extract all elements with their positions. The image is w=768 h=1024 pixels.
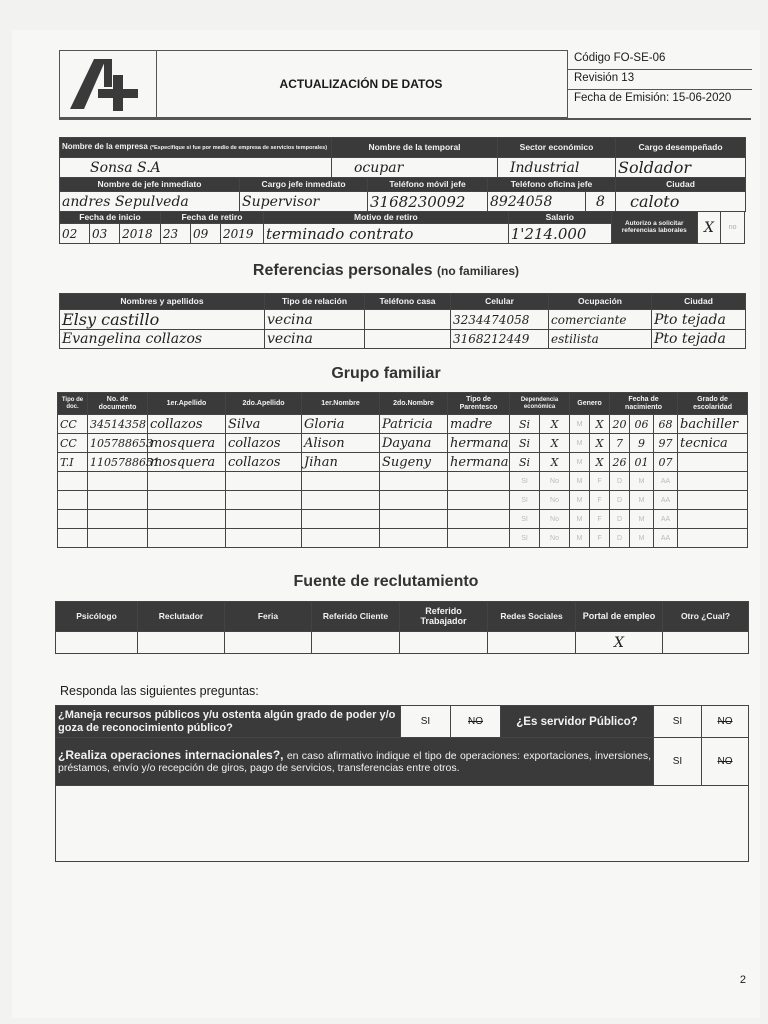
family-cell-doc[interactable]: 105788653 [88,434,148,453]
family-cell-n2[interactable] [380,472,448,491]
family-cell-d[interactable]: 26 [610,453,630,472]
form-page [12,30,760,1018]
salario-field[interactable]: 1'214.000 [508,224,611,244]
references-title: Referencias personales (no familiares) [252,262,520,279]
family-cell-d[interactable]: D [610,472,630,491]
ref-relation[interactable]: vecina [265,330,365,349]
fam-header-dependency: Dependencia económica [510,393,570,415]
question-servidor-publico: ¿Es servidor Público? [501,706,654,738]
family-cell-n2[interactable]: Sugeny [380,453,448,472]
family-cell-esc[interactable] [678,529,748,548]
rec-ref-cliente-cell[interactable] [312,632,400,654]
empresa-field[interactable]: Sonsa S.A [60,158,332,178]
family-cell-n1[interactable]: Jihan [302,453,380,472]
family-cell-mm[interactable]: 9 [630,434,654,453]
family-cell-esc[interactable] [678,453,748,472]
q2-no-option[interactable]: NO [702,706,749,738]
form-metadata [567,50,752,116]
table-row [58,510,748,529]
q2-si-option[interactable]: SI [654,706,702,738]
family-cell-m[interactable]: M [570,415,590,434]
references-table [59,293,746,349]
table-row [58,453,748,472]
family-cell-si[interactable]: SI [510,529,540,548]
rec-header-portal: Portal de empleo [576,602,663,632]
family-cell-esc[interactable]: tecnica [678,434,748,453]
questions-intro: Responda las siguientes preguntas: [60,684,259,698]
header-oficina: Teléfono oficina jefe [488,178,616,192]
logo-a-plus-icon [60,51,156,117]
rec-header-psicologo: Psicólogo [56,602,138,632]
motivo-field[interactable]: terminado contrato [263,224,508,244]
ref-phone[interactable] [365,310,451,330]
family-cell-mm[interactable]: M [630,472,654,491]
family-cell-n1[interactable]: Gloria [302,415,380,434]
family-cell-doc[interactable] [88,491,148,510]
ref-name[interactable]: Elsy castillo [60,310,265,330]
family-cell-d[interactable]: 7 [610,434,630,453]
family-cell-si[interactable]: Si [510,453,540,472]
ref-cell[interactable]: 3168212449 [451,330,549,349]
family-cell-f[interactable]: F [590,529,610,548]
family-cell-ap2[interactable] [226,510,302,529]
family-cell-aa[interactable]: AA [654,529,678,548]
family-cell-aa[interactable]: AA [654,510,678,529]
question-recursos-publicos: ¿Maneja recursos públicos y/u ostenta algún grado de poder y/o goza de reconocimiento público? [56,706,401,738]
family-cell-si[interactable]: Si [510,415,540,434]
family-cell-ap1[interactable] [148,472,226,491]
family-cell-n1[interactable] [302,491,380,510]
ref-name[interactable]: Evangelina collazos [60,330,265,349]
family-cell-tipo[interactable]: CC [58,415,88,434]
cargo-jefe-field[interactable]: Supervisor [240,192,368,212]
family-cell-esc[interactable] [678,491,748,510]
header-temporal: Nombre de la temporal [332,138,498,158]
operations-description-field[interactable] [56,786,749,862]
form-code: Código FO-SE-06 [568,50,752,70]
family-cell-mm[interactable]: 01 [630,453,654,472]
form-header [59,50,751,120]
family-cell-n1[interactable]: Alison [302,434,380,453]
rec-header-ref-cliente: Referido Cliente [312,602,400,632]
q1-si-option[interactable]: SI [401,706,451,738]
fam-header-relation: Tipo de Parentesco [448,393,510,415]
ref-occupation[interactable]: comerciante [549,310,652,330]
family-cell-ap1[interactable] [148,529,226,548]
recruitment-table [55,601,749,654]
family-cell-f[interactable]: F [590,510,610,529]
ref-header-cell: Celular [451,294,549,310]
rec-portal-cell[interactable]: X [576,632,663,654]
family-cell-ap1[interactable]: collazos [148,415,226,434]
family-cell-no[interactable]: No [540,472,570,491]
ref-occupation[interactable]: estilista [549,330,652,349]
retiro-month[interactable]: 09 [190,224,220,244]
header-cargo: Cargo desempeñado [616,138,746,158]
family-cell-n2[interactable] [380,529,448,548]
rec-feria-cell[interactable] [225,632,312,654]
family-cell-par[interactable] [448,529,510,548]
family-cell-d[interactable]: 20 [610,415,630,434]
header-autorizo: Autorizo a solicitar referencias laborales [611,212,697,244]
header-jefe: Nombre de jefe inmediato [60,178,240,192]
family-cell-mm[interactable]: 06 [630,415,654,434]
table-row [58,529,748,548]
inicio-month[interactable]: 03 [90,224,120,244]
table-row [58,434,748,453]
family-cell-si[interactable]: SI [510,510,540,529]
rec-reclutador-cell[interactable] [138,632,225,654]
header-sector: Sector económico [498,138,616,158]
family-cell-n1[interactable] [302,529,380,548]
autorizo-no-option[interactable]: no [721,212,745,244]
family-cell-no[interactable]: X [540,434,570,453]
temporal-field[interactable]: ocupar [332,158,498,178]
form-title: ACTUALIZACIÓN DE DATOS [155,50,568,118]
family-cell-n2[interactable] [380,510,448,529]
family-cell-si[interactable]: SI [510,472,540,491]
questions-table [55,705,749,862]
cargo-field[interactable]: Soldador [616,158,746,178]
family-cell-tipo[interactable]: T.I [58,453,88,472]
family-cell-n2[interactable]: Patricia [380,415,448,434]
rec-header-otro: Otro ¿Cual? [663,602,749,632]
family-cell-doc[interactable] [88,472,148,491]
table-row [58,415,748,434]
family-cell-no[interactable]: X [540,415,570,434]
q3-no-option[interactable]: NO [702,738,749,786]
dates-table [59,211,745,244]
family-cell-tipo[interactable]: CC [58,434,88,453]
header-retiro: Fecha de retiro [160,212,263,224]
family-cell-par[interactable] [448,491,510,510]
family-cell-f[interactable]: X [590,453,610,472]
family-cell-aa[interactable]: 97 [654,434,678,453]
family-cell-aa[interactable]: AA [654,472,678,491]
ref-cell[interactable]: 3234474058 [451,310,549,330]
fam-header-docnum: No. de documento [88,393,148,415]
family-cell-ap2[interactable]: collazos [226,453,302,472]
family-cell-d[interactable]: D [610,491,630,510]
form-revision: Revisión 13 [568,70,752,90]
family-cell-no[interactable]: X [540,453,570,472]
rec-header-ref-trabajador: Referido Trabajador [400,602,488,632]
company-logo [59,50,157,118]
inicio-year[interactable]: 2018 [120,224,161,244]
ref-header-city: Ciudad [652,294,746,310]
family-cell-n1[interactable] [302,510,380,529]
header-movil: Teléfono móvil jefe [368,178,488,192]
family-title: Grupo familiar [331,365,441,382]
family-cell-m[interactable]: M [570,529,590,548]
family-cell-ap1[interactable]: mosquera [148,453,226,472]
family-cell-tipo[interactable] [58,529,88,548]
rec-psicologo-cell[interactable] [56,632,138,654]
family-cell-ap1[interactable] [148,491,226,510]
header-salario: Salario [508,212,611,224]
retiro-day[interactable]: 23 [160,224,190,244]
table-row [60,330,746,349]
family-cell-mm[interactable]: M [630,491,654,510]
header-ciudad: Ciudad [616,178,746,192]
fam-header-ap1: 1er.Apellido [148,393,226,415]
fam-header-n1: 1er.Nombre [302,393,380,415]
rec-redes-cell[interactable] [488,632,576,654]
family-cell-par[interactable] [448,510,510,529]
family-table [57,392,748,548]
family-cell-m[interactable]: M [570,472,590,491]
family-cell-ap2[interactable]: Silva [226,415,302,434]
ref-header-relation: Tipo de relación [265,294,365,310]
family-cell-doc[interactable] [88,529,148,548]
rec-header-reclutador: Reclutador [138,602,225,632]
family-cell-si[interactable]: Si [510,434,540,453]
family-cell-m[interactable]: M [570,491,590,510]
movil-field[interactable]: 3168230092 [368,192,488,212]
family-cell-ap1[interactable] [148,510,226,529]
family-cell-tipo[interactable] [58,510,88,529]
family-cell-m[interactable]: M [570,510,590,529]
ref-header-occupation: Ocupación [549,294,652,310]
header-motivo: Motivo de retiro [263,212,508,224]
retiro-year[interactable]: 2019 [221,224,264,244]
family-cell-d[interactable]: D [610,529,630,548]
family-cell-doc[interactable] [88,510,148,529]
family-cell-aa[interactable]: AA [654,491,678,510]
ciudad-field[interactable]: caloto [616,192,746,212]
table-row [58,472,748,491]
family-cell-n1[interactable] [302,472,380,491]
q1-no-option[interactable]: NO [451,706,501,738]
family-cell-no[interactable]: No [540,491,570,510]
family-cell-esc[interactable] [678,472,748,491]
family-cell-mm[interactable]: M [630,510,654,529]
sector-field[interactable]: Industrial [498,158,616,178]
family-cell-no[interactable]: No [540,510,570,529]
family-cell-par[interactable]: hermana [448,434,510,453]
family-cell-d[interactable]: D [610,510,630,529]
family-cell-aa[interactable]: 07 [654,453,678,472]
family-cell-ap1[interactable]: mosquera [148,434,226,453]
form-emission-date: Fecha de Emisión: 15-06-2020 [574,92,732,104]
family-cell-n2[interactable]: Dayana [380,434,448,453]
family-cell-ap2[interactable] [226,529,302,548]
family-cell-ap2[interactable] [226,491,302,510]
header-empresa: Nombre de la empresa (*Especifique si fue por medio de empresa de servicios temporales) [60,138,332,158]
family-cell-par[interactable]: hermana [448,453,510,472]
ref-city[interactable]: Pto tejada [652,310,746,330]
jefe-field[interactable]: andres Sepulveda [60,192,240,212]
family-cell-n2[interactable] [380,491,448,510]
boss-table [59,177,746,212]
family-cell-par[interactable] [448,472,510,491]
header-cargo-jefe: Cargo jefe inmediato [240,178,368,192]
family-cell-aa[interactable]: 68 [654,415,678,434]
autorizo-si-mark[interactable]: X [697,212,721,244]
rec-otro-cell[interactable] [663,632,749,654]
question-operaciones-internacionales: ¿Realiza operaciones internacionales?, en caso afirmativo indique el tipo de operaciones: exportaciones, inversiones, préstamos, envío y/o recepción de giros, pago de servicios, transferencias entre otros. [56,738,654,786]
rec-header-redes: Redes Sociales [488,602,576,632]
recruitment-title: Fuente de reclutamiento [293,573,479,590]
ref-relation[interactable]: vecina [265,310,365,330]
q3-si-option[interactable]: SI [654,738,702,786]
rec-ref-trabajador-cell[interactable] [400,632,488,654]
page-number: 2 [739,974,746,986]
fam-header-n2: 2do.Nombre [380,393,448,415]
fam-header-birth: Fecha de nacimiento [610,393,678,415]
header-divider [59,118,751,120]
family-cell-m[interactable]: M [570,453,590,472]
fam-header-gender: Genero [570,393,610,415]
family-cell-tipo[interactable] [58,491,88,510]
family-rows [58,415,748,548]
fam-header-education: Grado de escolaridad [678,393,748,415]
header-inicio: Fecha de inicio [60,212,161,224]
rec-header-feria: Feria [225,602,312,632]
ref-header-phone: Teléfono casa [365,294,451,310]
family-cell-no[interactable]: No [540,529,570,548]
fam-header-doctype: Tipo de doc. [58,393,88,415]
family-cell-si[interactable]: SI [510,491,540,510]
ref-phone[interactable] [365,330,451,349]
family-cell-tipo[interactable] [58,472,88,491]
ref-header-name: Nombres y apellidos [60,294,265,310]
family-cell-mm[interactable]: M [630,529,654,548]
family-cell-esc[interactable]: bachiller [678,415,748,434]
family-cell-f[interactable]: F [590,491,610,510]
oficina-ext-field[interactable]: 8 [586,192,616,212]
inicio-day[interactable]: 02 [60,224,90,244]
fam-header-ap2: 2do.Apellido [226,393,302,415]
family-cell-f[interactable]: F [590,472,610,491]
ref-city[interactable]: Pto tejada [652,330,746,349]
family-cell-ap2[interactable] [226,472,302,491]
family-cell-f[interactable]: X [590,415,610,434]
family-cell-esc[interactable] [678,510,748,529]
employment-table [59,137,746,178]
family-cell-par[interactable]: madre [448,415,510,434]
table-row [58,491,748,510]
family-cell-f[interactable]: X [590,434,610,453]
family-cell-ap2[interactable]: collazos [226,434,302,453]
table-row [60,310,746,330]
family-cell-m[interactable]: M [570,434,590,453]
oficina-field[interactable]: 8924058 [488,192,586,212]
family-cell-doc[interactable]: 34514358 [88,415,148,434]
family-cell-doc[interactable]: 1105788651 [88,453,148,472]
